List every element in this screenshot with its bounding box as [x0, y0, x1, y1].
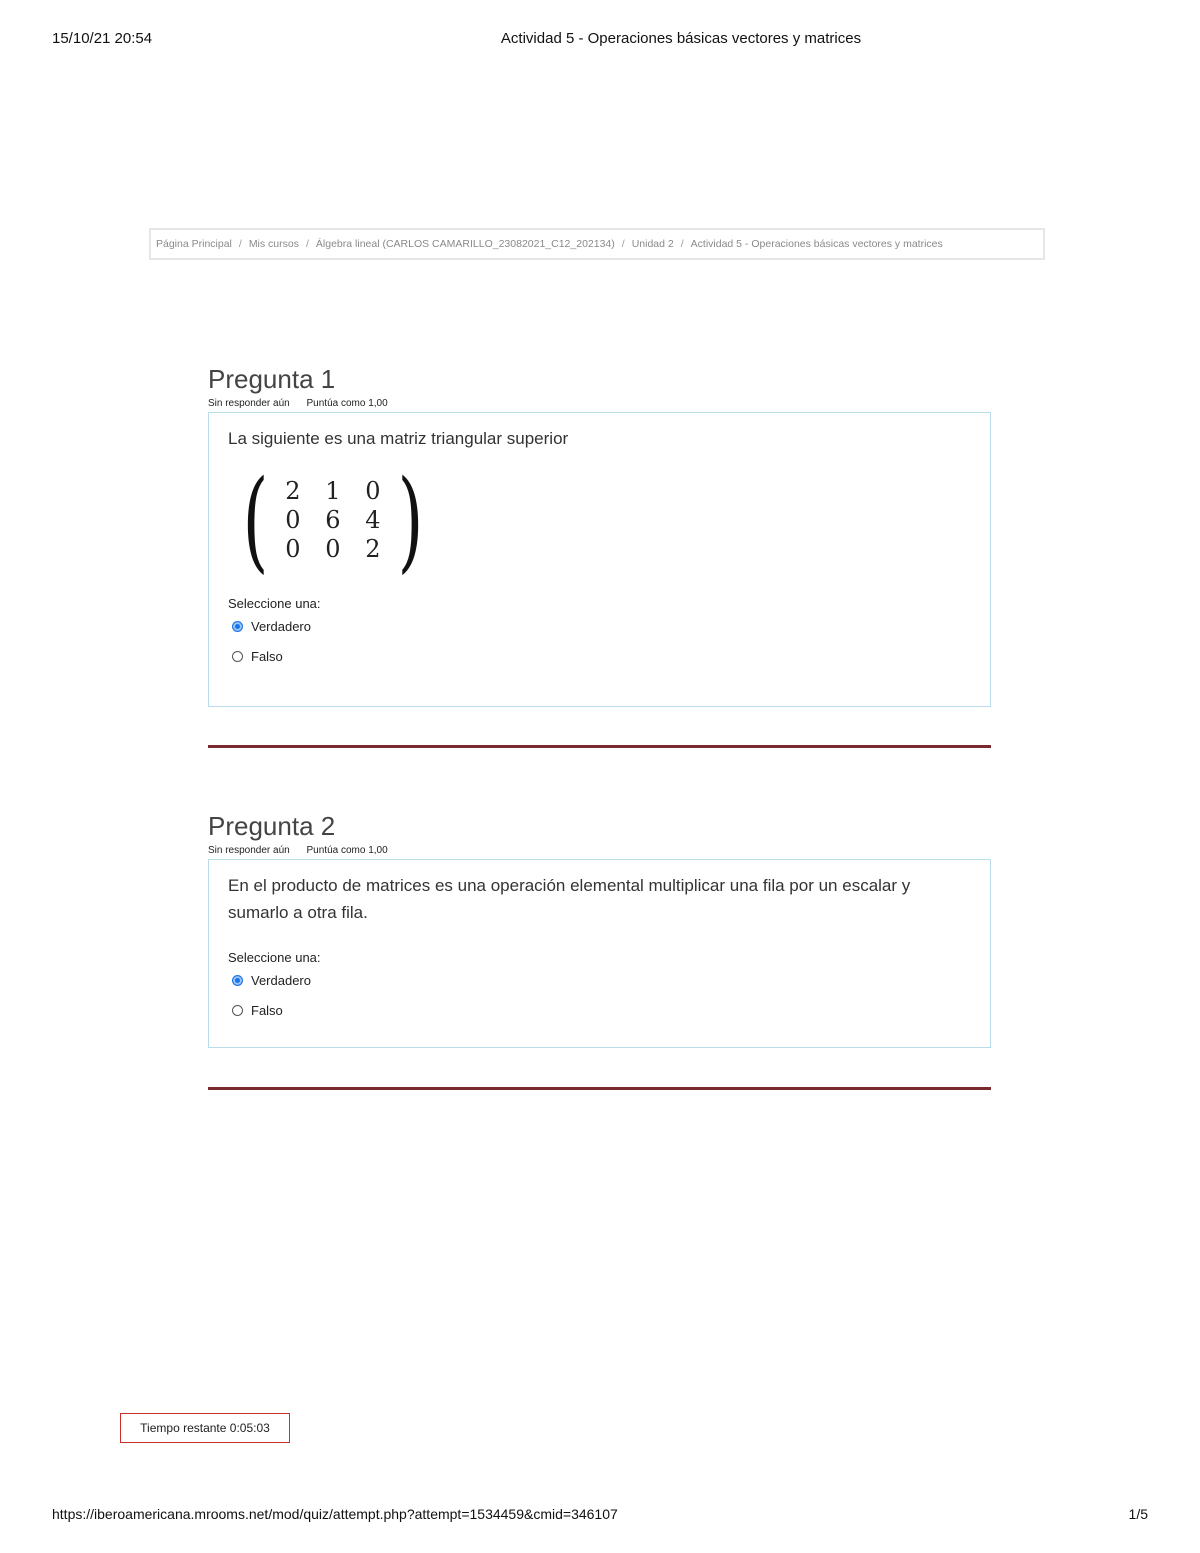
matrix-cell: 4	[365, 506, 381, 534]
radio-checked-icon[interactable]	[232, 621, 243, 632]
breadcrumb-item-my-courses[interactable]: Mis cursos	[248, 238, 299, 250]
question-info	[208, 845, 991, 859]
breadcrumb-item-home[interactable]: Página Principal	[156, 238, 232, 250]
option-false[interactable]	[228, 995, 971, 1025]
matrix-row	[273, 535, 393, 564]
breadcrumb-item-course[interactable]: Álgebra lineal (CARLOS CAMARILLO_23082021_C12_202134)	[315, 238, 615, 250]
breadcrumb-item-unit[interactable]: Unidad 2	[631, 238, 674, 250]
question-title: Pregunta 2	[208, 811, 336, 841]
matrix-cell: 2	[285, 477, 301, 505]
option-label: Verdadero	[251, 972, 311, 988]
print-url: https://iberoamericana.mrooms.net/mod/quiz/attempt.php?attempt=1534459&cmid=346107	[52, 1506, 618, 1522]
time-remaining: Tiempo restante 0:05:03	[120, 1413, 290, 1443]
question-content-box	[208, 859, 991, 1048]
question-2	[208, 811, 991, 1048]
question-text: La siguiente es una matriz triangular superior	[228, 429, 569, 448]
matrix-cell: 6	[325, 506, 341, 534]
breadcrumb-separator: /	[238, 238, 242, 250]
question-title: Pregunta 1	[208, 364, 336, 394]
question-status: Sin responder aún	[208, 845, 290, 856]
question-info	[208, 398, 991, 412]
breadcrumb	[149, 228, 1045, 260]
question-divider	[208, 745, 991, 748]
option-label: Verdadero	[251, 618, 311, 634]
radio-checked-icon[interactable]	[232, 975, 243, 986]
breadcrumb-separator: /	[621, 238, 625, 250]
option-label: Falso	[251, 648, 283, 664]
question-content-box	[208, 412, 991, 707]
breadcrumb-separator: /	[306, 238, 309, 250]
option-true[interactable]	[228, 965, 971, 995]
matrix-table	[273, 477, 393, 564]
print-page-title: Actividad 5 - Operaciones básicas vectores y matrices	[500, 30, 862, 47]
question-points: Puntúa como 1,00	[306, 398, 388, 409]
question-points: Puntúa como 1,00	[306, 845, 388, 856]
option-true[interactable]	[228, 611, 971, 641]
matrix-row	[273, 477, 393, 506]
question-divider	[208, 1087, 991, 1090]
breadcrumb-separator: /	[680, 238, 684, 250]
select-prompt: Seleccione una:	[228, 950, 321, 965]
matrix-cell: 0	[365, 477, 381, 505]
select-prompt: Seleccione una:	[228, 596, 321, 611]
matrix-cell: 1	[325, 477, 341, 505]
radio-unchecked-icon[interactable]	[232, 1005, 243, 1016]
left-parenthesis: (	[242, 456, 269, 584]
print-page-number: 1/5	[1128, 1506, 1148, 1522]
matrix-figure	[234, 456, 971, 584]
matrix-cell: 2	[365, 535, 381, 563]
question-text: En el producto de matrices es una operación elemental multiplicar una fila por un escalar y sumarlo a otra fila.	[228, 876, 911, 922]
right-parenthesis: )	[397, 456, 424, 584]
matrix-cell: 0	[285, 506, 301, 534]
matrix-cell: 0	[285, 535, 301, 563]
breadcrumb-item-activity[interactable]: Actividad 5 - Operaciones básicas vectores y matrices	[690, 238, 943, 250]
option-false[interactable]	[228, 641, 971, 671]
matrix-row	[273, 506, 393, 535]
matrix-cell: 0	[325, 535, 341, 563]
print-datetime: 15/10/21 20:54	[52, 30, 153, 47]
question-1	[208, 364, 991, 707]
option-label: Falso	[251, 1002, 283, 1018]
question-status: Sin responder aún	[208, 398, 290, 409]
radio-unchecked-icon[interactable]	[232, 651, 243, 662]
